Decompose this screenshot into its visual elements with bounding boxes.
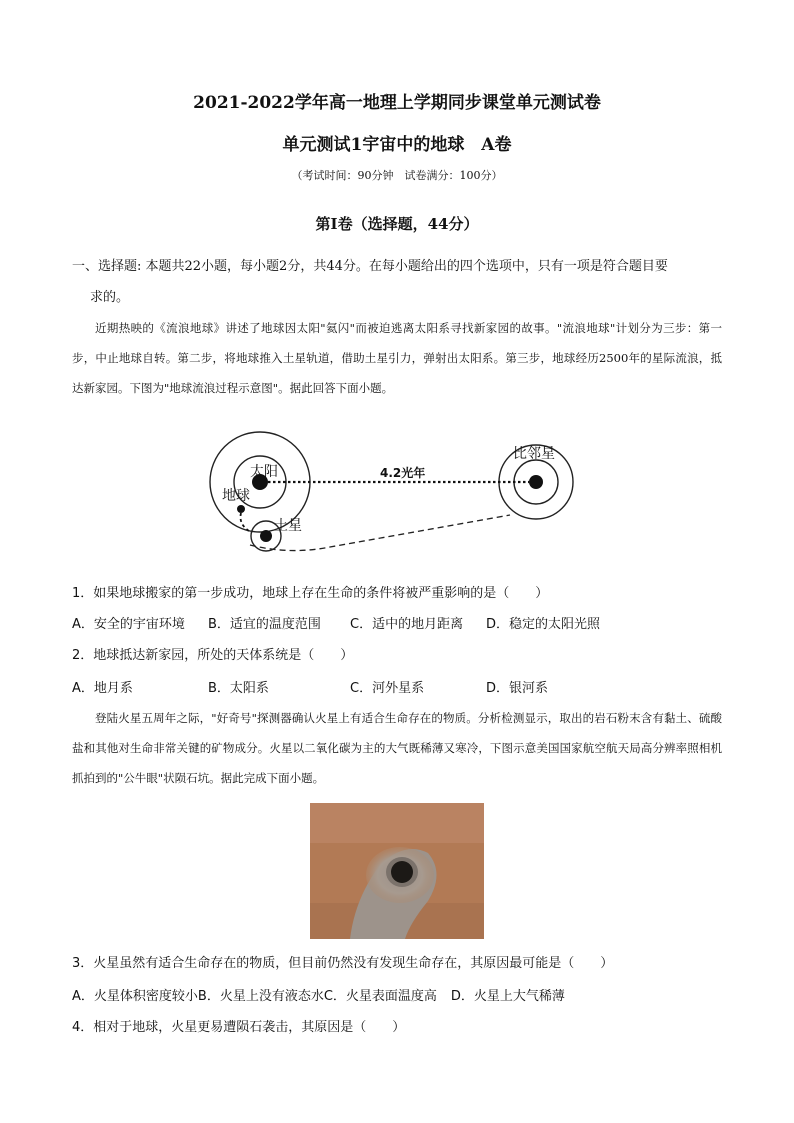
exam-title: 2021-2022学年高一地理上学期同步课堂单元测试卷 (193, 93, 601, 113)
question-4-stem: 4．相对于地球，火星更易遭陨石袭击，其原因是（ ） (72, 1020, 406, 1035)
passage-1: 近期热映的《流浪地球》讲述了地球因太阳"氦闪"而被迫逃离太阳系寻找新家园的故事。"流浪地球"计划分为三步：第一步，中止地球自转。第二步，将地球推入土星轨道，借助土星引力，弹射出太阳系。第三步，地球经历2500年的星际流浪，抵达新家园。下图为"地球流浪过程示意图"。据此回答下面小题。 (72, 321, 722, 395)
q1-option-b: B．适宜的温度范围 (208, 617, 321, 632)
earth-to-saturn-path (240, 513, 252, 533)
earth-dot (237, 505, 245, 513)
section-instruction (72, 251, 732, 313)
q1-option-c: C．适中的地月距离 (350, 617, 464, 632)
instruction-line-1: 一、选择题: 本题共22小题，每小题2分，共44分。在每小题给出的四个选项中，只有一项是符合题目要 (72, 259, 668, 274)
label-saturn: 土星 (274, 518, 302, 534)
label-sun: 太阳 (250, 464, 278, 480)
q3-option-c: C．火星表面温度高 (323, 989, 437, 1004)
question-1-stem: 1．如果地球搬家的第一步成功，地球上存在生命的条件将被严重影响的是（ ） (72, 586, 549, 601)
q1-option-d: D．稳定的太阳光照 (486, 617, 601, 632)
crater-hole (391, 861, 413, 883)
q2-option-b: B．太阳系 (208, 681, 269, 696)
instruction-line-2: 求的。 (90, 290, 130, 305)
label-earth: 地球 (222, 488, 250, 504)
q2-option-d: D．银河系 (486, 681, 549, 696)
label-distance: 4.2光年 (380, 466, 426, 480)
q2-option-c: C．河外星系 (350, 681, 425, 696)
mars-crater-photo (310, 803, 484, 939)
proxima-dot (529, 475, 543, 489)
question-1-options (72, 613, 600, 632)
q3-option-d: D．火星上大气稀薄 (450, 989, 565, 1004)
section-title: 第Ⅰ卷（选择题，44分） (315, 215, 479, 233)
q3-option-b: B．火星上没有液态水 (197, 989, 324, 1004)
passage-2: 登陆火星五周年之际，"好奇号"探测器确认火星上有适合生命存在的物质。分析检测显示，取出的岩石粉末含有黏土、硫酸盐和其他对生命非常关键的矿物成分。火星以二氧化碳为主的大气既稀薄又寒冷，下图示意美国国家航空航天局高分辨率照相机抓拍到的"公牛眼"状陨石坑。据此完成下面小题。 (72, 711, 722, 785)
question-3-options (72, 985, 565, 1004)
label-proxima: 比邻星 (513, 446, 555, 462)
exam-info: （考试时间：90分钟 试卷满分：100分） (291, 169, 503, 182)
question-2-stem: 2．地球抵达新家园，所处的天体系统是（ ） (72, 648, 354, 663)
question-3-stem: 3．火星虽然有适合生命存在的物质，但目前仍然没有发现生命存在，其原因最可能是（ ） (72, 956, 614, 971)
saturn-dot (260, 530, 272, 542)
q2-option-a: A．地月系 (72, 681, 133, 696)
q3-option-a: A．火星体积密度较小 (72, 989, 198, 1004)
earth-migration-diagram (200, 425, 600, 575)
question-2-options (72, 677, 548, 696)
q1-option-a: A．安全的宇宙环境 (72, 617, 185, 632)
unit-title: 单元测试1宇宙中的地球 A卷 (282, 135, 512, 155)
